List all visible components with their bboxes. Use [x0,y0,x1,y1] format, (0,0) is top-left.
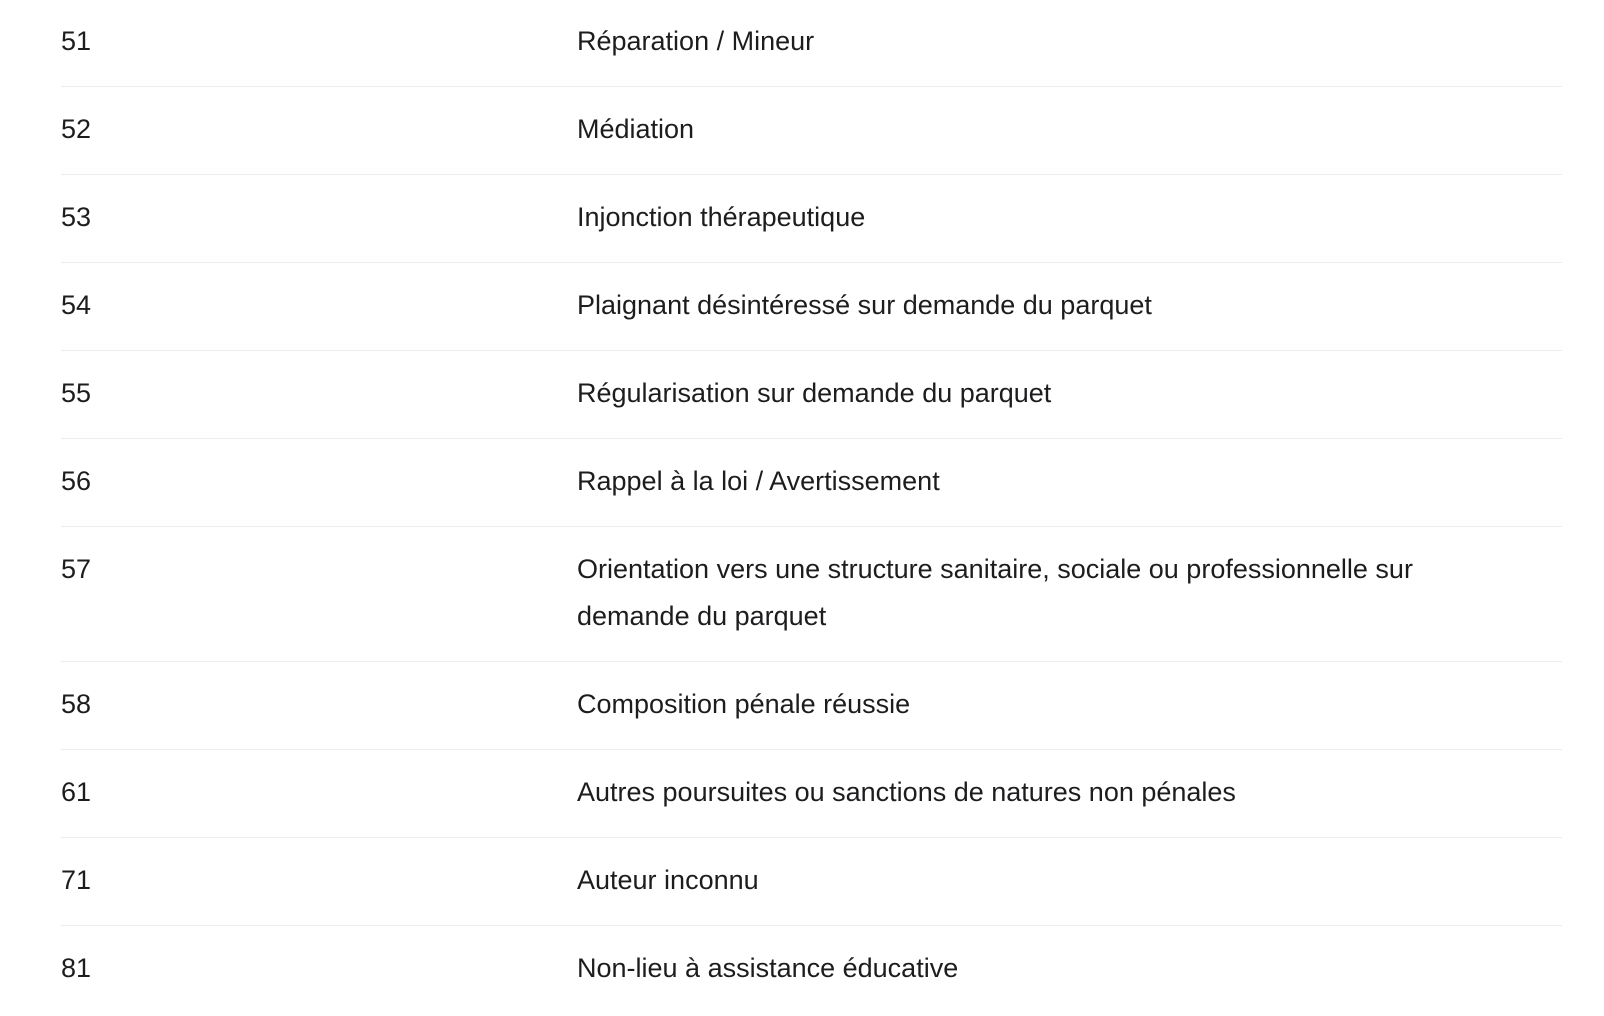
row-label: Auteur inconnu [577,865,759,895]
row-code: 55 [61,378,92,408]
table-row [61,87,1562,175]
row-code: 58 [61,689,92,719]
row-code: 52 [61,114,92,144]
row-code: 56 [61,466,92,496]
row-code: 51 [61,26,92,56]
table-row [61,527,1562,662]
row-label: Réparation / Mineur [577,26,815,56]
row-label: Régularisation sur demande du parquet [577,378,1052,408]
table-row [61,175,1562,263]
row-code: 57 [61,554,92,584]
row-code: 71 [61,865,92,895]
table-row [61,0,1562,87]
table-row [61,263,1562,351]
row-code: 81 [61,953,92,983]
row-code: 61 [61,777,92,807]
row-label: Médiation [577,114,695,144]
table-row [61,750,1562,838]
table-row [61,838,1562,926]
row-code: 54 [61,290,92,320]
table-row [61,351,1562,439]
codes-table [61,0,1562,1013]
row-label: Composition pénale réussie [577,689,911,719]
row-label: Orientation vers une structure sanitaire, sociale ou professionnelle sur demande du parquet [577,554,1413,631]
row-label: Rappel à la loi / Avertissement [577,466,940,496]
row-label: Plaignant désintéressé sur demande du parquet [577,290,1152,320]
table-row [61,926,1562,1013]
row-label: Injonction thérapeutique [577,202,866,232]
row-label: Non-lieu à assistance éducative [577,953,959,983]
row-code: 53 [61,202,92,232]
table-row [61,662,1562,750]
table-row [61,439,1562,527]
row-label: Autres poursuites ou sanctions de natures non pénales [577,777,1236,807]
